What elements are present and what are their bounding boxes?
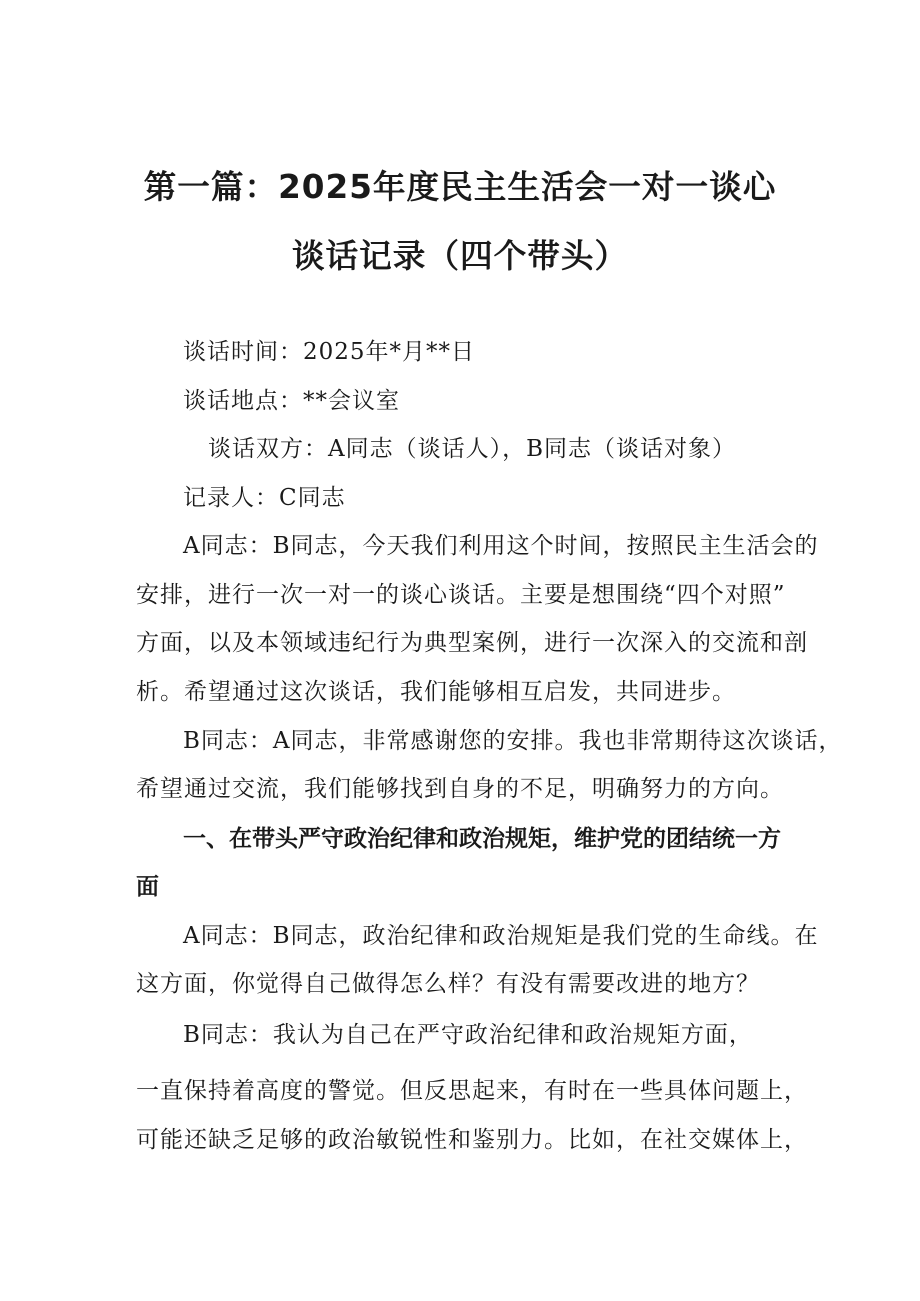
paragraph-2-line: B同志：A同志，非常感谢您的安排。我也非常期待这次谈话， [183,728,843,754]
paragraph-4-line: B同志：我认为自己在严守政治纪律和政治规矩方面， [183,1022,753,1048]
section-heading-line: 一、在带头严守政治纪律和政治规矩，维护党的团结统一方 [183,826,781,852]
section-heading-line: 面 [136,874,159,900]
document-title-line-1: 第一篇：2025年度民主生活会一对一谈心 [143,168,777,206]
paragraph-2-line: 希望通过交流，我们能够找到自身的不足，明确努力的方向。 [136,776,784,802]
meeting-recorder: 记录人：C同志 [183,485,346,511]
paragraph-3-line: 这方面，你觉得自己做得怎么样？有没有需要改进的地方？ [136,971,760,997]
paragraph-1-line: 方面，以及本领域违纪行为典型案例，进行一次深入的交流和剖 [136,630,808,656]
paragraph-4-line: 可能还缺乏足够的政治敏锐性和鉴别力。比如，在社交媒体上， [136,1127,808,1153]
paragraph-3-line: A同志：B同志，政治纪律和政治规矩是我们党的生命线。在 [183,923,819,949]
paragraph-1-line: 析。希望通过这次谈话，我们能够相互启发，共同进步。 [136,679,736,705]
document-title-line-2: 谈话记录（四个带头） [291,237,629,275]
meeting-parties: 谈话双方：A同志（谈话人），B同志（谈话对象） [208,436,737,462]
paragraph-4-line: 一直保持着高度的警觉。但反思起来，有时在一些具体问题上， [136,1078,808,1104]
meeting-place: 谈话地点：**会议室 [183,388,400,414]
meeting-time: 谈话时间：2025年*月**日 [183,339,476,365]
paragraph-1-line: A同志：B同志，今天我们利用这个时间，按照民主生活会的 [183,533,819,559]
paragraph-1-line: 安排，进行一次一对一的谈心谈话。主要是想围绕“四个对照” [136,582,786,608]
